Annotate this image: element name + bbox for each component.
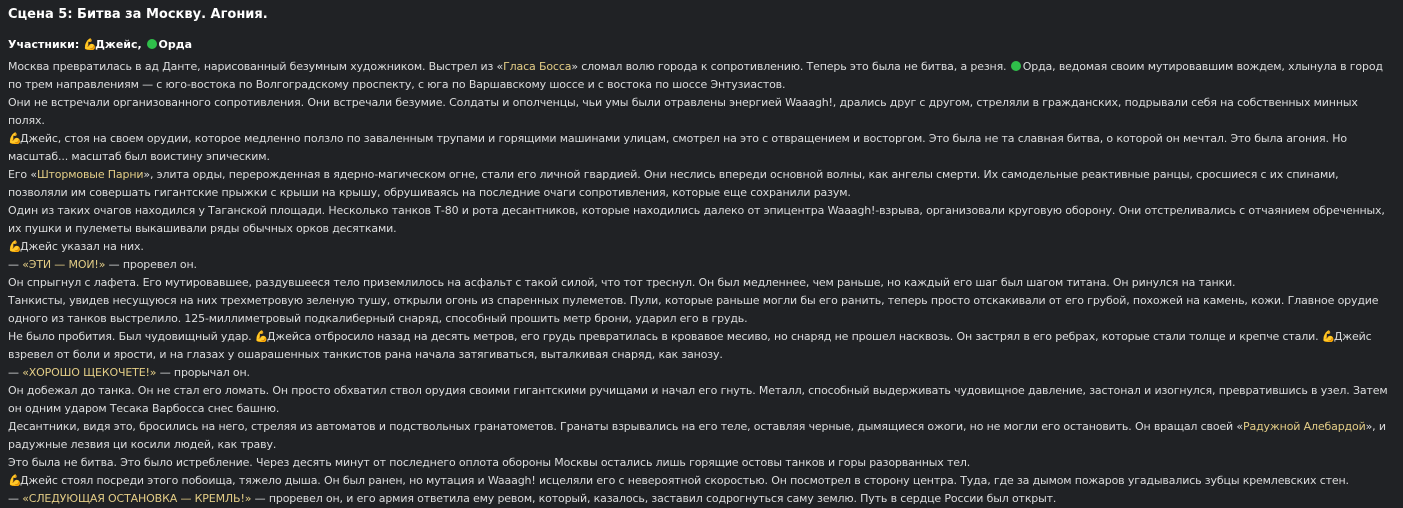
story-paragraph <box>8 166 1395 202</box>
story-paragraph <box>8 238 1395 256</box>
story-text: Джейс, стоя на своем орудии, которое медленно ползло по заваленным трупами и горящими машинами улицам, смотрел на это с отвращением и восторгом. Это была не та славная битва, о которой он мечтал. Это была агония. Но масштаб... масштаб был воистину эпическим. <box>8 132 1347 163</box>
story-text: — <box>8 258 23 271</box>
green-circle-icon <box>147 39 157 49</box>
participants-line <box>8 36 1395 53</box>
story-text: Не было пробития. Был чудовищный удар. <box>8 330 255 343</box>
flexed-biceps-icon: 💪 <box>1321 330 1336 343</box>
highlight-name: Радужной Алебардой <box>1243 420 1366 433</box>
story-paragraph: Он спрыгнул с лафета. Его мутировавшее, раздувшееся тело приземлилось на асфальт с такой силой, что тот треснул. Он был медленнее, чем раньше, но каждый его шаг был шагом титана. Он ринулся на танки. <box>8 276 1236 289</box>
story-text: Джейс стоял посреди этого побоища, тяжело дыша. Он был ранен, но мутация и Waaagh! исцеляли его с невероятной скоростью. Он посмотрел в сторону центра. Туда, где за дымом пожаров угадывались зубцы кремлевских стен. <box>20 474 1349 487</box>
participant-horde: Орда <box>158 38 193 51</box>
highlight-name: Штормовые Парни <box>36 168 144 181</box>
story-text: Десантники, видя это, бросились на него, стреляя из автоматов и подствольных гранатометов. Гранаты взрывались на его теле, оставляя черные, дымящиеся ожоги, но не могли его остановить. Он вращал своей « <box>8 420 1243 433</box>
story-paragraph <box>8 256 1395 274</box>
flexed-biceps-icon: 💪 <box>83 38 97 51</box>
story-text: — проревел он, и его армия ответила ему ревом, который, казалось, заставил содрогнуться саму землю. Путь в сердце России был открыт. <box>251 492 1057 505</box>
highlight-quote: «СЛЕДУЮЩАЯ ОСТАНОВКА — КРЕМЛЬ!» <box>22 492 252 505</box>
flexed-biceps-icon: 💪 <box>8 240 22 253</box>
story-paragraph: Танкисты, увидев несущуюся на них трехметровую зеленую тушу, открыли огонь из спаренных пулеметов. Пули, которые раньше могли бы его ранить, теперь просто отскакивали от его грубой, похожей на камень, кожи. Главное орудие одного из танков выстрелило. 125-миллиметровый подкалиберный снаряд, способный прошить метр брони, ударил его в грудь. <box>8 294 1379 325</box>
green-circle-icon <box>1011 61 1021 71</box>
story-paragraph <box>8 328 1395 364</box>
story-paragraph: Это была не битва. Это было истребление. Через десять минут от последнего оплота обороны Москвы остались лишь горящие остовы танков и горы разорванных тел. <box>8 456 971 469</box>
story-paragraph <box>8 58 1395 94</box>
story-text: », и радужные лезвия ци косили людей, как траву. <box>8 420 1386 451</box>
story-paragraph: Он добежал до танка. Он не стал его ломать. Он просто обхватил ствол орудия своими гигантскими ручищами и начал его гнуть. Металл, способный выдерживать чудовищное давление, застонал и изогнулся, превратившись в узел. Затем он одним ударом Тесака Варбосса снес башню. <box>8 384 1388 415</box>
story-paragraph <box>8 130 1395 166</box>
story-paragraph <box>8 472 1395 490</box>
story-paragraph: Один из таких очагов находился у Таганской площади. Несколько танков Т-80 и рота десантников, которые находились далеко от эпицентра Waaagh!-взрыва, организовали круговую оборону. Они отстреливались с отчаянием обреченных, их пушки и пулеметы выкашивали ряды обычных орков десятками. <box>8 204 1385 235</box>
flexed-biceps-icon: 💪 <box>8 132 22 145</box>
highlight-quote: «ХОРОШО ЩЕКОЧЕТЕ!» <box>22 366 157 379</box>
story-text: Джейс указал на них. <box>20 240 144 253</box>
story-text: Москва превратилась в ад Данте, нарисованный безумным художником. Выстрел из « <box>8 60 504 73</box>
story-text: Орда, ведомая своим мутировавшим вождем, хлынула в город по трем направлениям — с юго-востока по Волгоградскому проспекту, с юга по Варшавскому шоссе и с востока по шоссе Энтузиастов. <box>8 60 1383 91</box>
highlight-quote: «ЭТИ — МОИ!» <box>22 258 106 271</box>
story-text: — <box>8 366 23 379</box>
story-text: — <box>8 492 23 505</box>
story-paragraph: Они не встречали организованного сопротивления. Они встречали безумие. Солдаты и ополченцы, чьи умы были отравлены энергией Waaagh!, дрались друг с другом, стреляли в гражданских, подрывали себя на собственных минных полях. <box>8 96 1358 127</box>
story-text: » сломал волю города к сопротивлению. Теперь это была не битва, а резня. <box>571 60 1010 73</box>
story-text: — прорычал он. <box>156 366 250 379</box>
story-paragraph <box>8 364 1395 382</box>
highlight-name: Гласа Босса <box>503 60 572 73</box>
story-text: », элита орды, перерожденная в ядерно-магическом огне, стали его личной гвардией. Они неслись впереди основной волны, как ангелы смерти. Их самодельные реактивные ранцы, сросшиеся с их спинами, позволяли им совершать гигантские прыжки с крыши на крышу, обрушиваясь на последние очаги сопротивления, которые еще сохранили разум. <box>8 168 1339 199</box>
scene-title: Сцена 5: Битва за Москву. Агония. <box>8 7 268 22</box>
story-text: Джейса отбросило назад на десять метров, его грудь превратилась в кровавое месиво, но снаряд не прошел насквозь. Он застрял в его ребрах, которые стали толще и крепче стали. <box>266 330 1322 343</box>
story-text: — проревел он. <box>105 258 197 271</box>
story-paragraph <box>8 418 1395 454</box>
participants-label: Участники: <box>8 38 80 51</box>
story-paragraph <box>8 490 1395 508</box>
flexed-biceps-icon: 💪 <box>8 474 22 487</box>
story-text: Его « <box>8 168 37 181</box>
participant-jace: Джейс, <box>95 38 142 51</box>
flexed-biceps-icon: 💪 <box>254 330 269 343</box>
story-text: Джейс взревел от боли и ярости, и на глазах у ошарашенных танкистов рана начала затягиваться, выталкивая снаряд, как занозу. <box>8 330 1372 361</box>
